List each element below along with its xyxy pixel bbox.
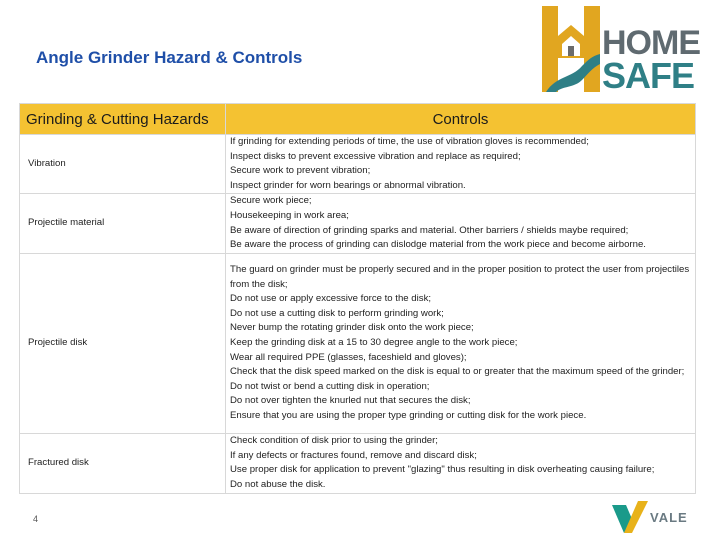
control-item: Wear all required PPE (glasses, faceshield and gloves); — [230, 351, 467, 363]
control-item: If grinding for extending periods of time, the use of vibration gloves is recommended; — [230, 136, 589, 147]
control-item: Never bump the rotating grinder disk onto the work piece; — [230, 322, 474, 334]
hazard-cell: Vibration — [20, 135, 226, 194]
vale-v-icon — [612, 499, 648, 533]
hazard-cell: Projectile disk — [20, 253, 226, 433]
hazard-controls-table — [19, 103, 696, 494]
logo-word-safe: SAFE — [602, 55, 695, 96]
vale-logo — [612, 499, 704, 533]
controls-cell — [226, 253, 696, 433]
control-item: Do not use a cutting disk to perform grinding work; — [230, 307, 444, 319]
table-row — [20, 433, 696, 493]
table-header-row — [20, 104, 696, 135]
control-item: Do not use or apply excessive force to the disk; — [230, 293, 432, 305]
control-item: Keep the grinding disk at a 15 to 30 degree angle to the work piece; — [230, 336, 518, 348]
control-item: Do not twist or bend a cutting disk in operation; — [230, 380, 430, 392]
controls-cell — [226, 433, 696, 493]
vale-wordmark: VALE — [650, 510, 688, 525]
table-row — [20, 253, 696, 433]
house-h-icon — [542, 6, 600, 92]
column-header-controls: Controls — [226, 104, 696, 135]
control-item: Be aware of direction of grinding sparks and material. Other barriers / shields maybe required; — [230, 224, 629, 236]
hazard-cell: Projectile material — [20, 194, 226, 253]
column-header-hazards: Grinding & Cutting Hazards — [20, 104, 226, 135]
control-item: Use proper disk for application to prevent "glazing" thus resulting in disk overheating causing failure; — [230, 464, 655, 476]
control-item: Check condition of disk prior to using the grinder; — [230, 435, 438, 447]
control-item: Check that the disk speed marked on the disk is equal to or greater that the maximum speed of the grinder; — [230, 366, 685, 378]
logo-word-home: HOME — [602, 24, 700, 62]
control-item: Be aware the process of grinding can dislodge material from the work piece and become airborne. — [230, 239, 646, 251]
controls-cell — [226, 194, 696, 253]
control-item: Ensure that you are using the proper type grinding or cutting disk for the work piece. — [230, 409, 587, 421]
control-item: Inspect disks to prevent excessive vibration and replace as required; — [230, 150, 521, 162]
page-title: Angle Grinder Hazard & Controls — [36, 48, 303, 67]
homesafe-logo — [540, 6, 705, 94]
hazard-cell: Fractured disk — [20, 433, 226, 493]
control-item: Do not over tighten the knurled nut that secures the disk; — [230, 395, 471, 407]
control-item: Secure work piece; — [230, 195, 312, 207]
table-row — [20, 135, 696, 194]
control-item: Secure work to prevent vibration; — [230, 165, 371, 177]
control-item: Housekeeping in work area; — [230, 209, 349, 221]
controls-cell — [226, 135, 696, 194]
page-number: 4 — [33, 514, 39, 524]
table-row — [20, 194, 696, 253]
control-item: The guard on grinder must be properly secured and in the proper position to protect the user from projectiles from the disk; — [230, 263, 690, 290]
control-item: Do not abuse the disk. — [230, 478, 326, 490]
control-item: If any defects or fractures found, remove and discard disk; — [230, 449, 477, 461]
control-item: Inspect grinder for worn bearings or abnormal vibration. — [230, 179, 466, 191]
